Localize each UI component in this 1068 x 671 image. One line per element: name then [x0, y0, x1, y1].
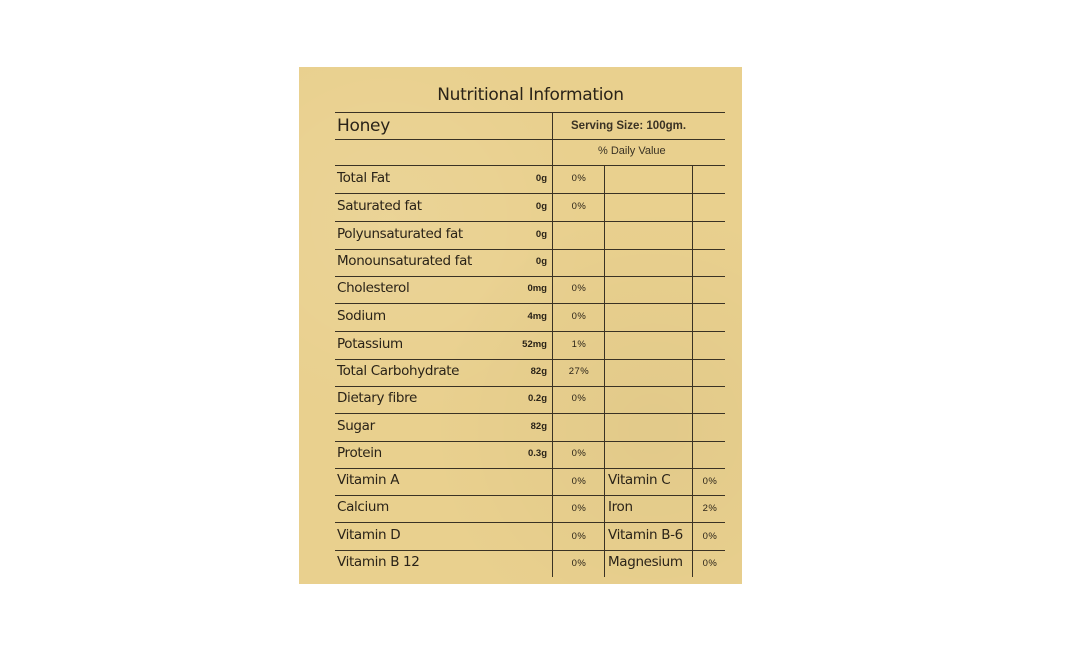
row-rule	[335, 359, 725, 360]
column-rule-2	[604, 165, 605, 577]
nutrient-amount: 0g	[535, 172, 547, 184]
row-rule	[335, 495, 725, 496]
nutrient-name: Total Carbohydrate	[337, 362, 460, 379]
vitamin-left-name: Calcium	[337, 498, 389, 515]
daily-value-header: % Daily Value	[598, 145, 666, 157]
vitamin-right-name: Iron	[608, 498, 633, 515]
row-rule	[335, 386, 725, 387]
nutrient-amount: 82g	[530, 420, 547, 432]
column-rule-3	[692, 165, 693, 577]
nutrient-amount: 52mg	[522, 338, 547, 350]
row-rule	[335, 276, 725, 277]
nutrient-name: Potassium	[337, 335, 403, 352]
vitamin-right-daily-value: 0%	[702, 530, 718, 542]
serving-size: Serving Size: 100gm.	[571, 120, 687, 132]
row-rule	[335, 303, 725, 304]
vitamin-right-daily-value: 0%	[702, 475, 718, 487]
serving-rule	[335, 139, 725, 140]
row-rule	[335, 413, 725, 414]
nutrient-name: Protein	[337, 444, 382, 461]
nutrient-amount: 0.3g	[527, 447, 547, 459]
nutrient-amount: 0mg	[527, 282, 547, 294]
label-title: Nutritional Information	[437, 85, 624, 105]
nutrient-daily-value: 0%	[571, 392, 587, 404]
nutrient-name: Saturated fat	[337, 197, 422, 214]
nutrient-name: Sodium	[337, 307, 386, 324]
nutrient-amount: 0g	[535, 228, 547, 240]
nutrient-amount: 4mg	[527, 310, 547, 322]
header-rule	[335, 165, 725, 166]
nutrient-amount: 0.2g	[527, 392, 547, 404]
vitamin-left-name: Vitamin D	[337, 526, 401, 543]
column-rule-1	[552, 112, 553, 577]
nutrient-name: Polyunsaturated fat	[337, 225, 463, 242]
nutrient-daily-value: 27%	[568, 365, 590, 377]
row-rule	[335, 468, 725, 469]
vitamin-right-name: Magnesium	[608, 553, 683, 570]
row-rule	[335, 249, 725, 250]
vitamin-left-daily-value: 0%	[571, 475, 587, 487]
product-name: Honey	[337, 116, 390, 136]
nutrient-daily-value: 0%	[571, 172, 587, 184]
vitamin-right-daily-value: 0%	[702, 557, 718, 569]
vitamin-left-daily-value: 0%	[571, 557, 587, 569]
nutrient-daily-value: 1%	[571, 338, 587, 350]
nutrient-daily-value: 0%	[571, 282, 587, 294]
nutrient-name: Sugar	[337, 417, 375, 434]
nutrient-daily-value: 0%	[571, 310, 587, 322]
nutrient-name: Monounsaturated fat	[337, 252, 472, 269]
nutrient-amount: 0g	[535, 255, 547, 267]
vitamin-right-name: Vitamin C	[608, 471, 671, 488]
row-rule	[335, 550, 725, 551]
row-rule	[335, 193, 725, 194]
nutrient-name: Cholesterol	[337, 279, 410, 296]
nutrient-name: Dietary fibre	[337, 389, 417, 406]
vitamin-right-name: Vitamin B-6	[608, 526, 683, 543]
nutrient-daily-value: 0%	[571, 200, 587, 212]
vitamin-left-daily-value: 0%	[571, 502, 587, 514]
row-rule	[335, 441, 725, 442]
vitamin-left-daily-value: 0%	[571, 530, 587, 542]
row-rule	[335, 522, 725, 523]
title-rule	[335, 112, 725, 113]
vitamin-left-name: Vitamin B 12	[337, 553, 420, 570]
row-rule	[335, 331, 725, 332]
nutrient-name: Total Fat	[337, 169, 390, 186]
nutrient-daily-value: 0%	[571, 447, 587, 459]
nutrient-amount: 0g	[535, 200, 547, 212]
row-rule	[335, 221, 725, 222]
vitamin-left-name: Vitamin A	[337, 471, 400, 488]
nutrient-amount: 82g	[530, 365, 547, 377]
vitamin-right-daily-value: 2%	[702, 502, 718, 514]
